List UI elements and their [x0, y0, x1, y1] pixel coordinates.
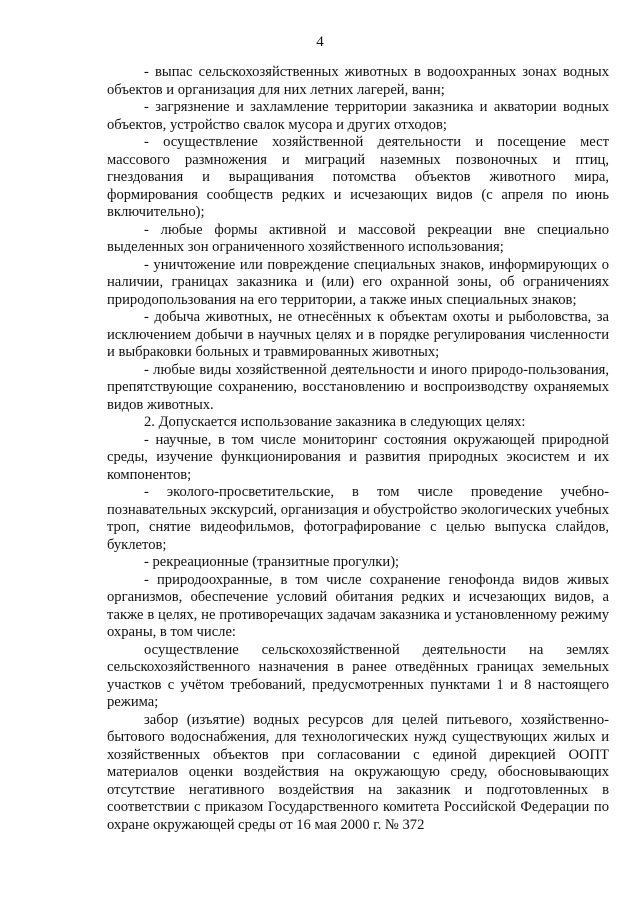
paragraph-recreation: - любые формы активной и массовой рекреации вне специально выделенных зон ограниченного хозяйственного использования;: [107, 221, 609, 255]
page-number: 4: [316, 34, 324, 50]
paragraph-scientific: - научные, в том числе мониторинг состояния окружающей природной среды, изучение функционирования и развития природных экосистем и их компонентов;: [107, 431, 609, 483]
paragraph-other-activities: - любые виды хозяйственной деятельности и иного природо-пользования, препятствующие сохранению, восстановлению и воспроизводству охраняемых видов животных.: [107, 361, 609, 413]
paragraph-breeding-sites: - осуществление хозяйственной деятельности и посещение мест массового размножения и миграций наземных позвоночных и птиц, гнездования и выращивания потомства объектов животного мира, формирования сообществ редких и исчезающих видов (с апреля по июнь включительно);: [107, 134, 609, 220]
paragraph-educational: - эколого-просветительские, в том числе проведение учебно-познавательных экскурсий, организация и обустройство экологических учебных троп, снятие видеофильмов, фотографирование с целью выпуска слайдов, буклетов;: [107, 484, 609, 553]
document-body: [107, 64, 609, 834]
paragraph-conservation: - природоохранные, в том числе сохранение генофонда видов живых организмов, обеспечение условий обитания редких и исчезающих видов, а также в целях, не противоречащих задачам заказника и установленному режиму охраны, в том числе:: [107, 571, 609, 640]
paragraph-animal-hunting: - добыча животных, не отнесённых к объектам охоты и рыболовства, за исключением добычи в научных целях и в порядке регулирования численности и выбраковки больных и травмированных животных;: [107, 309, 609, 360]
paragraph-pollution: - загрязнение и захламление территории заказника и акватории водных объектов, устройство свалок мусора и других отходов;: [107, 99, 609, 133]
paragraph-signs: - уничтожение или повреждение специальных знаков, информирующих о наличии, границах заказника и (или) его охранной зоны, об ограничениях природопользования на его территории, а также иных специальных знаков;: [107, 256, 609, 308]
paragraph-water-intake: забор (изъятие) водных ресурсов для целей питьевого, хозяйственно-бытового водоснабжения, для технологических нужд существующих жилых и хозяйственных объектов при согласовании с единой дирекцией ООПТ материалов оценки воздействия на окружающую среду, обосновывающих отсутствие негативного воздействия на заказник и подготовленных в соответствии с приказом Государственного комитета Российской Федерации по охране окружающей среды от 16 мая 2000 г. № 372: [107, 711, 609, 833]
paragraph-livestock-grazing: - выпас сельскохозяйственных животных в водоохранных зонах водных объектов и организация для них летних лагерей, ванн;: [107, 64, 609, 98]
paragraph-recreational: - рекреационные (транзитные прогулки);: [144, 554, 400, 570]
paragraph-agriculture: осуществление сельскохозяйственной деятельности на землях сельскохозяйственного назначения в ранее отведённых границах земельных участков с учётом требований, предусмотренных пунктами 1 и 8 настоящего режима;: [107, 641, 609, 710]
paragraph-permitted-uses-heading: 2. Допускается использование заказника в следующих целях:: [144, 414, 526, 430]
